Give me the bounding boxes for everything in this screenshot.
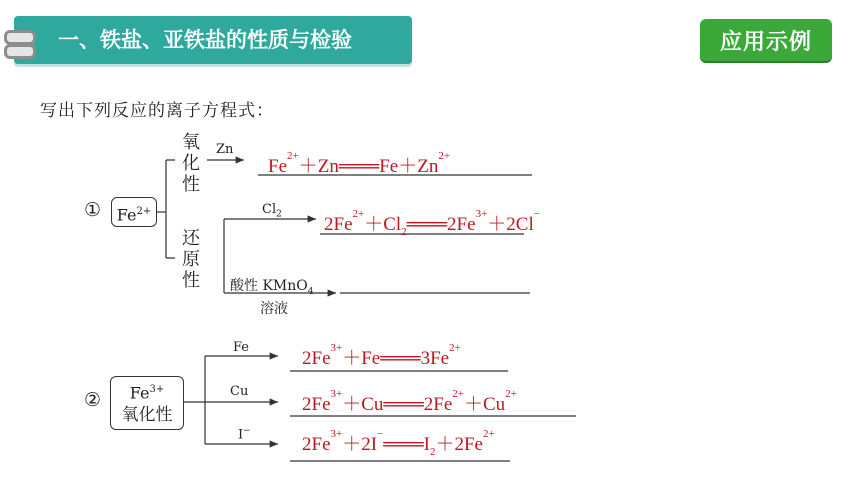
reagent-cu: Cu [230,384,249,399]
reagent-iodide: I− [238,426,251,443]
fe3-box [110,376,184,430]
reagent-solution: 溶液 [260,301,288,317]
reducing-label: 还 原 性 [182,228,200,291]
reagent-cl2: $Cl_2$ [262,202,282,220]
oxidizing-label: 氧 化 性 [182,132,200,195]
fe3-oxidizing-label: 氧化性 [121,405,173,426]
fe3-symbol: Fe [129,383,150,403]
equation-fe2-cl2: $2Fe^{2+}+Cl_2═══2Fe^{3+}+2Cl^-$ [324,208,540,238]
equation-fe3-cu: $2Fe^{3+}+Cu═══2Fe^{2+}+Cu^{2+}$ [302,388,517,415]
instruction-text: 写出下列反应的离子方程式： [40,101,274,121]
item-number-1: ① [84,199,102,221]
fe2-charge: 2+ [136,206,152,217]
item-number-2: ② [84,389,102,411]
fe2-box [111,197,157,227]
reagent-fe: Fe [233,340,250,355]
reagent-kmno4: 酸性 KMnO$_4$ [230,278,314,297]
example-badge: 应用示例 [700,19,832,61]
equation-fe3-fe: $2Fe^{3+}+Fe═══3Fe^{2+}$ [302,342,461,369]
equation-fe2-zn: $Fe^{2+}+Zn═══Fe+Zn^{2+}$ [268,150,451,177]
reagent-zn: Zn [216,142,234,157]
section-title: 一、铁盐、亚铁盐的性质与检验 [58,28,352,52]
equation-fe3-iodide: $2Fe^{3+}+2I^-═══I_2+2Fe^{2+}$ [302,428,495,458]
fe2-symbol: Fe [116,205,137,225]
fe3-charge: 3+ [149,384,165,395]
